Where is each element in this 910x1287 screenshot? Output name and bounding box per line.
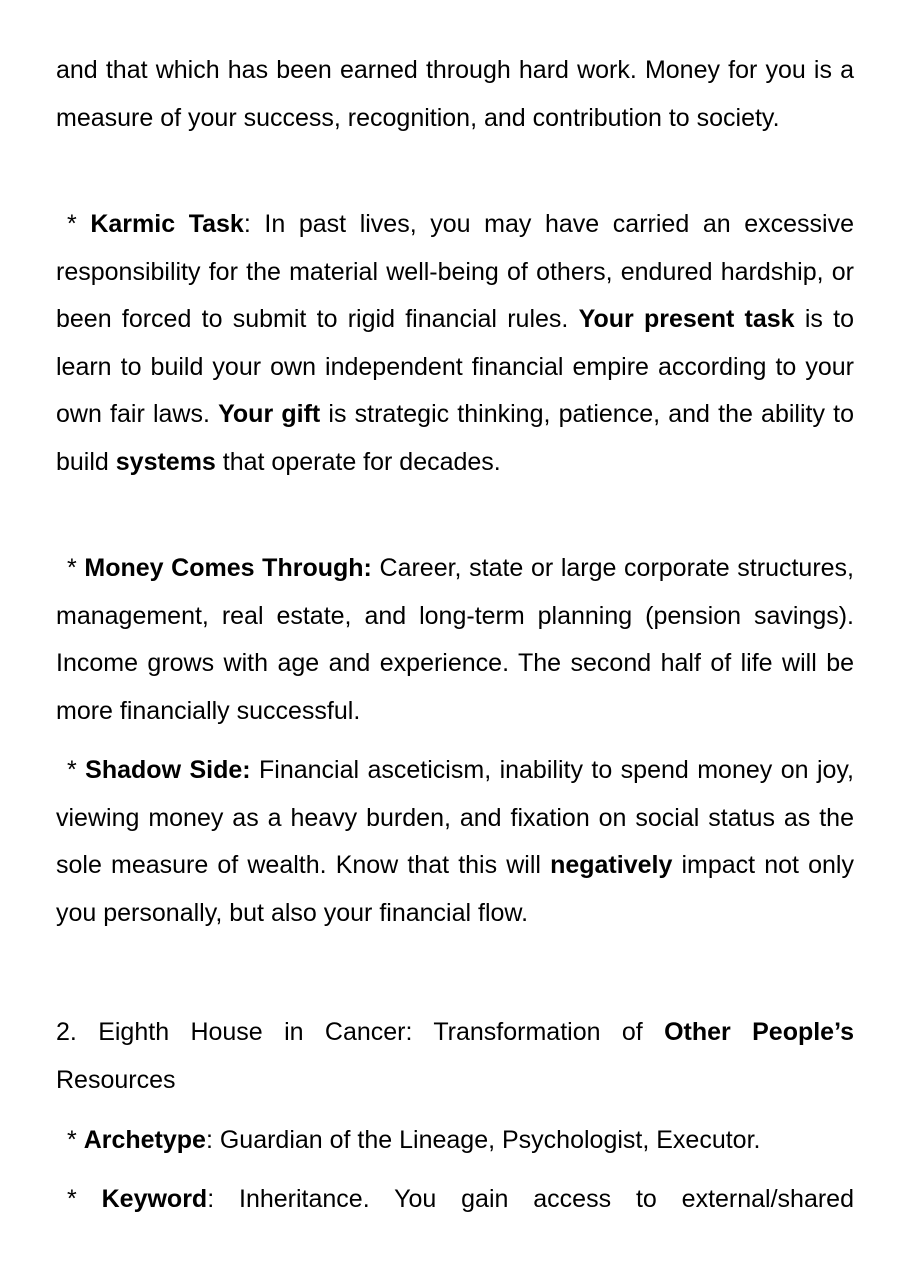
section-heading-eighth-house bbox=[56, 1009, 854, 1104]
bullet-marker: * bbox=[67, 756, 86, 784]
label-shadow-side: Shadow Side: bbox=[85, 756, 251, 784]
text-run: Financial asceticism, inability to spend money on joy, viewing money as a heavy burden, and fixation on social status as the sole measure of wealth. Know that this will bbox=[56, 756, 854, 879]
label-money-comes-through: Money Comes Through: bbox=[84, 554, 372, 582]
emphasis-systems: systems bbox=[115, 447, 216, 476]
emphasis-your-gift: Your gift bbox=[218, 400, 321, 428]
text-run: is strategic thinking, patience, and the ability to build bbox=[56, 400, 855, 476]
bullet-keyword bbox=[56, 1176, 854, 1224]
text-run: that operate for decades. bbox=[215, 447, 501, 476]
bullet-shadow-side bbox=[56, 747, 854, 937]
bullet-archetype bbox=[56, 1117, 854, 1165]
bullet-money-comes-through bbox=[56, 545, 854, 735]
heading-text: Resources bbox=[56, 1065, 176, 1094]
bullet-marker: * bbox=[67, 554, 85, 582]
emphasis-your-present-task: Your present task bbox=[578, 305, 795, 333]
label-karmic-task: Karmic Task bbox=[90, 210, 244, 238]
label-keyword: Keyword bbox=[101, 1185, 208, 1213]
bullet-karmic-task bbox=[56, 201, 854, 486]
emphasis-negatively: negatively bbox=[550, 851, 673, 879]
text-run: : In past lives, you may have carried an excessive responsibility for the material well-being of others, endured hardship, or been forced to submit to rigid financial rules. bbox=[56, 210, 854, 333]
bullet-marker: * bbox=[67, 1185, 102, 1213]
text-run: impact not only you personally, but also your financial flow. bbox=[56, 851, 854, 927]
heading-text: 2. Eighth House in Cancer: Transformation of bbox=[56, 1018, 665, 1046]
text-run: is to learn to build your own independent financial empire according to your own fair laws. bbox=[56, 305, 855, 428]
bullet-marker: * bbox=[67, 1126, 84, 1154]
text-run: : Guardian of the Lineage, Psychologist, Executor. bbox=[205, 1126, 761, 1154]
label-archetype: Archetype bbox=[83, 1126, 206, 1154]
bullet-marker: * bbox=[67, 210, 91, 238]
paragraph-money-measure bbox=[56, 47, 854, 142]
text-run: Career, state or large corporate structures, management, real estate, and long-term planning (pension savings). Income grows with age and experience. The second half of life will be more financially successful. bbox=[56, 554, 855, 725]
text-run: : Inheritance. You gain access to external/shared bbox=[207, 1185, 854, 1213]
text-run: and that which has been earned through hard work. Money for you is a measure of your success, recognition, and contribution to society. bbox=[56, 56, 854, 132]
emphasis-other-peoples: Other People’s bbox=[664, 1018, 855, 1046]
